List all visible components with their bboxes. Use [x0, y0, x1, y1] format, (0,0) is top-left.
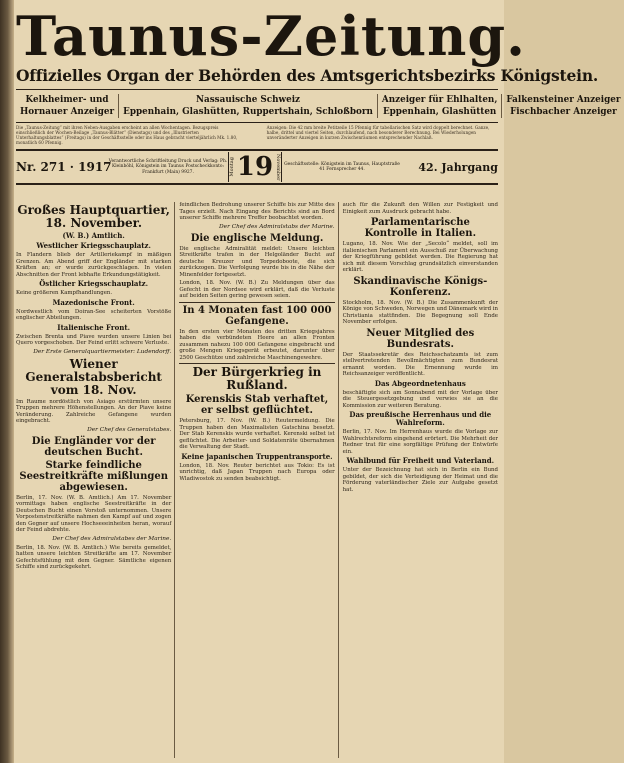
edition-line: Nassauische Schweiz	[195, 95, 301, 105]
column-1	[16, 202, 175, 758]
article-text: Berlin, 17. Nov. (W. B. Amtlich.) Am 17. November vormittags haben englische Seestreitkräfte in der Deutschen Bucht einen Vorstoß unternommen. Unsere Vorpostenstreitkräfte nahmen den Kampf auf und zogen den Gegner auf unsere Hochseeeinheiten heran, worauf der Feind abdrehte.	[16, 494, 172, 533]
article-headline: Wahlbund für Freiheit und Vaterland.	[346, 456, 495, 465]
article-headline: (W. B.) Amtlich.	[62, 231, 125, 240]
article-text: auch für die Zukunft den Willen zur Festigkeit und Einigkeit zum Ausdruck gebracht habe.	[342, 202, 498, 215]
edition-line: Eppenhain, Glashütten	[382, 107, 497, 117]
column-3	[343, 202, 498, 758]
article-text: In Flandern blieb der Artilleriekampf in mäßigen Grenzen. Am Abend griff der Engländer mit starken Kräften an; er wurde zurückgeschlagen. In vielen Abschnitten der Front lebhafte Erkundungstätigkeit.	[16, 252, 172, 278]
article-headline: Die Engländer vor der deutschen Bucht.	[31, 435, 156, 458]
volume-year: 42. Jahrgang	[418, 160, 498, 174]
edition-nassau	[119, 94, 378, 118]
office-info: Geschäftsstelle: Königstein im Taunus, Hauptstraße 41 Fernsprecher 44.	[284, 161, 400, 172]
article-headline: Italienische Front.	[57, 322, 131, 332]
article-text: Berlin, 18. Nov. (W. B. Amtlich.) Wie bereits gemeldet, hatten unsere leichten Streitkräfte am 17. November Gefechtsfühlung mit dem Gegner. Sämtliche eigenen Schiffe sind zurückgekehrt.	[16, 544, 172, 570]
column-rule	[179, 302, 334, 303]
article-signature: Der Chef des Admiralstabs der Marine.	[219, 223, 335, 230]
article-headline: Östlicher Kriegsschauplatz.	[39, 279, 149, 288]
article-headline: Wiener Generalstabsbericht vom 18. Nov.	[25, 356, 162, 397]
article-text: Im Raume nordöstlich von Asiago erstürmten unsere Truppen mehrere Höhenstellungen. An der Piave keine Veränderung. Zahlreiche Gefangene wurden eingebracht.	[16, 398, 172, 424]
date-box	[228, 152, 282, 182]
article-text: Petersburg, 17. Nov. (W. B.) Reutermeldung. Die Truppen haben den Maximalisten Gatschina besetzt. Der Stab Kerenskis wurde verhaftet. Kerenski selbst ist geflüchtet. Die Arbeiter- und Soldatenräte übernahmen die Verwaltung der Stadt.	[179, 418, 335, 450]
article-headline: Mazedonische Front.	[52, 297, 135, 307]
article-signature: Der Chef des Admiralstabes der Marine.	[52, 535, 172, 542]
article-text: Keine größeren Kampfhandlungen.	[16, 290, 113, 296]
article-headline: Das preußische Herrenhaus und die Wahlreform.	[349, 410, 492, 427]
article-headline: Westlicher Kriegsschauplatz.	[36, 241, 151, 250]
article-text: Der Staatssekretär des Reichsschatzamts ist zum stellvertretenden Bevollmächtigten zum Bundesrat ernannt worden. Die Ernennung wurde im Reichsanzeiger veröffentlicht.	[342, 351, 498, 377]
article-text: London, 18. Nov. (W. B.) Zu Meldungen über das Gefecht in der Nordsee wird erklärt, daß die Verluste auf beiden Seiten gering gewesen seien.	[179, 280, 335, 299]
subscription-notice	[16, 125, 498, 147]
article-headline: Parlamentarische Kontrolle in Italien.	[364, 217, 477, 239]
article-text: beschäftigte sich am Sonnabend mit der Vorlage über die Steuergesetzgebung und verwies sie an die Kommission zur weiteren Beratung.	[342, 389, 498, 409]
article-headline: Neuer Mitglied des Bundesrats.	[366, 327, 475, 350]
article-text: Berlin, 17. Nov. Im Herrenhaus wurde die Vorlage zur Wahlrechtsreform eingehend erörtert. Die Mehrheit der Redner trat für eine sorgfältige Prüfung der Entwürfe ein.	[342, 429, 498, 455]
article-headline: Starke feindliche Seestreitkräfte mißlungen abgewiesen.	[19, 459, 168, 493]
edition-falkenstein	[502, 94, 624, 118]
article-text: Unter der Bezeichnung hat sich in Berlin ein Bund gebildet, der sich die Verteidigung der Heimat und die Förderung vaterländischer Ziele zur Aufgabe gesetzt hat.	[342, 467, 498, 493]
subtitle: Offizielles Organ der Behörden des Amtsgerichtsbezirks Königstein.	[16, 66, 599, 85]
edition-ehlhalten	[378, 94, 502, 118]
article-headline: Das Abgeordnetenhaus	[374, 378, 466, 388]
edition-line: Kelkheimer- und	[25, 95, 109, 105]
article-text: feindlichen Bedrohung unserer Schiffe bis zur Mitte des Tages erzielt. Nach Eingang des Berichts sind an Bord unserer Schiffe mehrere Treffer beobachtet worden.	[179, 202, 335, 221]
notice-left: Die „Taunus-Zeitung“ mit ihren Neben-Ausgaben erscheint an allen Wochentagen. Bezugspreis einschließlich der Wochen-Beilage „Taunus-Blätter“ (Dienstags) und des „Illustrierten Unterhaltungsblattes“ (Freitags) in der Geschäftsstelle oder ins Haus gebracht vierteljährlich Mk. 1.80, monatlich 60 Pfennig.	[16, 125, 238, 145]
article-text: Nordwestlich vom Doiran-See scheiterten Vorstöße englischer Abteilungen.	[16, 308, 172, 321]
edition-line: Eppenhain, Glashütten, Ruppertshain, Schloßborn	[123, 107, 373, 117]
article-text: Stockholm, 18. Nov. (W. B.) Die Zusammenkunft der Könige von Schweden, Norwegen und Dänemark wird in Christiania stattfinden. Die Begegnung soll Ende November erfolgen.	[342, 299, 498, 325]
day-number: 19	[236, 152, 274, 182]
article-headline: Skandinavische Königs-Konferenz.	[353, 275, 488, 298]
dateline	[16, 149, 498, 185]
article-text: Lugano, 18. Nov. Wie der „Secolo“ meldet, soll im italienischen Parlament ein Ausschuß zur Überwachung der Kriegführung gebildet werden. Die Regierung hat sich mit diesem Vorschlag grundsätzlich einverstanden erklärt.	[342, 241, 498, 273]
printer-info: Verantwortliche Schriftleitung Druck und Verlag: Ph. Kleinböhl, Königstein im Taunus Postscheckkonto: Frankfurt (Main) 9927.	[108, 158, 228, 175]
article-headline: Keine japanischen Truppentransporte.	[181, 451, 333, 461]
issue-number: Nr. 271 · 1917	[16, 160, 112, 174]
article-signature: Der Erste Generalquartiermeister: Ludendorff.	[33, 348, 172, 355]
edition-kelkheim	[16, 94, 119, 118]
article-headline: Der Bürgerkrieg in Rußland.	[192, 365, 322, 392]
article-headline: In 4 Monaten fast 100 000 Gefangene.	[182, 304, 332, 327]
edition-strip	[16, 89, 621, 123]
month: November	[275, 153, 282, 181]
article-text: In den ersten vier Monaten des dritten Kriegsjahres haben die verbündeten Heere an allen Fronten zusammen nahezu 100 000 Gefangene eingebracht und große Mengen Kriegsgerät erbeutet, darunter über 2500 Geschütze und zahlreiche Maschinengewehre.	[179, 328, 335, 361]
edition-line: Fischbacher Anzeiger	[510, 107, 617, 117]
edition-line: Hornauer Anzeiger	[20, 107, 115, 117]
article-headline: Die englische Meldung.	[190, 232, 324, 244]
weekday: Montag	[228, 157, 235, 177]
notice-right: Anzeigen: Die 42 mm breite Petitzeile 15 Pfennig für tabellarischen Satz wird doppelt berechnet. Ganze, halbe, drittel und viertel Seiten, durchlaufend, nach besonderer Berechnung. Bei Wiederholungen unveränderter Anzeigen in kurzen Zwischenräumen entsprechender Nachlaß.	[266, 125, 490, 140]
edition-line: Falkensteiner Anzeiger	[506, 95, 621, 105]
sheet	[16, 4, 621, 758]
column-rule	[179, 363, 334, 364]
article-headline: Großes Hauptquartier, 18. November.	[17, 203, 170, 230]
binding-edge	[0, 0, 14, 763]
edition-line: Anzeiger für Ehlhalten,	[381, 95, 498, 105]
article-signature: Der Chef des Generalstabes.	[87, 426, 172, 433]
article-text: London, 18. Nov. Reuter berichtet aus Tokio: Es ist unrichtig, daß Japan Truppen nach Europa oder Wladiwostok zu senden beabsichtigt.	[179, 462, 335, 482]
article-headline: Kerenskis Stab verhaftet, er selbst geflüchtet.	[185, 394, 329, 416]
article-text: Zwischen Brenta und Piave wurden unsere Linien bei Quero vorgeschoben. Der Feind erlitt schwere Verluste.	[16, 333, 172, 346]
article-text: Die englische Admiralität meldet: Unsere leichten Streitkräfte trafen in der Helgoländer Bucht auf deutsche Kreuzer und Torpedoboote, die sich zurückzogen. Die Verfolgung wurde bis in die Nähe der Minenfelder fortgesetzt.	[179, 245, 335, 278]
masthead: Taunus-Zeitung.	[16, 4, 526, 68]
article-columns	[16, 202, 498, 758]
column-2	[179, 202, 338, 758]
